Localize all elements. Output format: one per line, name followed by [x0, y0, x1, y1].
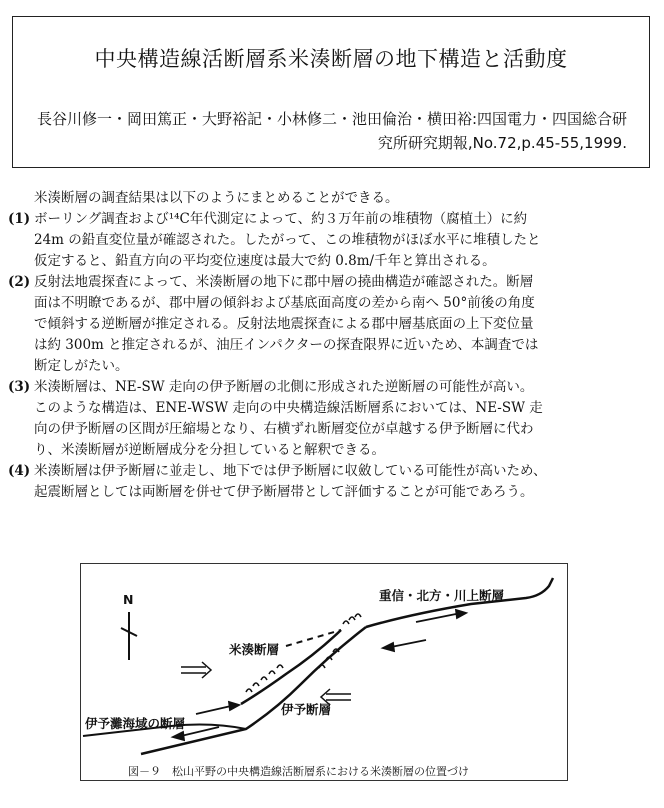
north-label: N	[123, 592, 134, 607]
item-line: は約 300m と推定されるが、油圧インパクターの探査限界に近いため、本調査では	[34, 337, 539, 353]
item-line: り、米湊断層が逆断層成分を分担していると解釈できる。	[34, 442, 385, 458]
minato-fault-label: 米湊断層	[229, 642, 280, 657]
authors-citation	[37, 107, 627, 155]
iyo-fault-label: 伊予断層	[281, 702, 332, 717]
item-line: 24m の鉛直変位量が確認された。したがって、この堆積物がほぼ水平に堆積したと	[34, 232, 541, 248]
item-number: (4)	[8, 463, 31, 479]
figure-caption: 図－９ 松山平野の中央構造線活断層系における米湊断層の位置づけ	[128, 765, 469, 778]
item-line: このような構造は、ENE-WSW 走向の中央構造線活断層系においては、NE-SW 走	[34, 400, 543, 416]
summary-item-1	[8, 209, 656, 272]
page-title: 中央構造線活断層系米湊断層の地下構造と活動度	[94, 47, 568, 71]
item-line: 米湊断層は、NE-SW 走向の伊予断層の北側に形成された逆断層の可能性が高い。	[34, 379, 534, 395]
fault-map-figure	[80, 563, 568, 781]
compression-arrows-icon	[181, 662, 351, 705]
summary-text	[8, 188, 656, 503]
item-number: (3)	[8, 379, 31, 395]
item-line: 起震断層としては両断層を併せて伊予断層帯として評価することが可能であろう。	[34, 484, 534, 500]
summary-item-3	[8, 377, 656, 461]
item-number: (1)	[8, 211, 31, 227]
item-line: で傾斜する逆断層が推定される。反射法地震探査による郡中層基底面の上下変位量	[34, 316, 534, 332]
authors-line-1: 長谷川修一・岡田篤正・大野裕記・小林修二・池田倫治・横田裕:四国電力・四国総合研	[36, 110, 627, 128]
item-line: 仮定すると、鉛直方向の平均変位速度は最大で約 0.8m/千年と算出される。	[34, 253, 496, 269]
right-lateral-arrows-icon	[173, 610, 466, 740]
shigenobu-fault-label: 重信・北方・川上断層	[379, 588, 505, 603]
item-line: 反射法地震探査によって、米湊断層の地下に郡中層の撓曲構造が確認された。断層	[34, 274, 534, 290]
shigenobu-hachures	[343, 614, 361, 624]
header-box	[12, 16, 650, 168]
item-line: ボーリング調査および¹⁴C年代測定によって、約３万年前の堆積物（腐植土）に約	[34, 211, 528, 227]
intro-paragraph: 米湊断層の調査結果は以下のようにまとめることができる。	[34, 190, 399, 206]
summary-item-4	[8, 461, 656, 503]
north-arrow-icon	[121, 612, 137, 660]
item-number: (2)	[8, 274, 31, 290]
item-line: 米湊断層は伊予断層に並走し、地下では伊予断層に収斂している可能性が高いため、	[34, 463, 547, 479]
iyonada-fault-label: 伊予灘海域の断層	[85, 716, 186, 731]
authors-line-2: 究所研究期報,No.72,p.45-55,1999.	[377, 134, 627, 152]
item-line: 面は不明瞭であるが、郡中層の傾斜および基底面高度の差から南へ 50°前後の角度	[34, 295, 535, 311]
summary-item-2	[8, 272, 656, 377]
item-line: 断定しがたい。	[34, 358, 129, 374]
item-line: 向の伊予断層の区間が圧縮場となり、右横ずれ断層変位が卓越する伊予断層に代わ	[34, 421, 534, 437]
